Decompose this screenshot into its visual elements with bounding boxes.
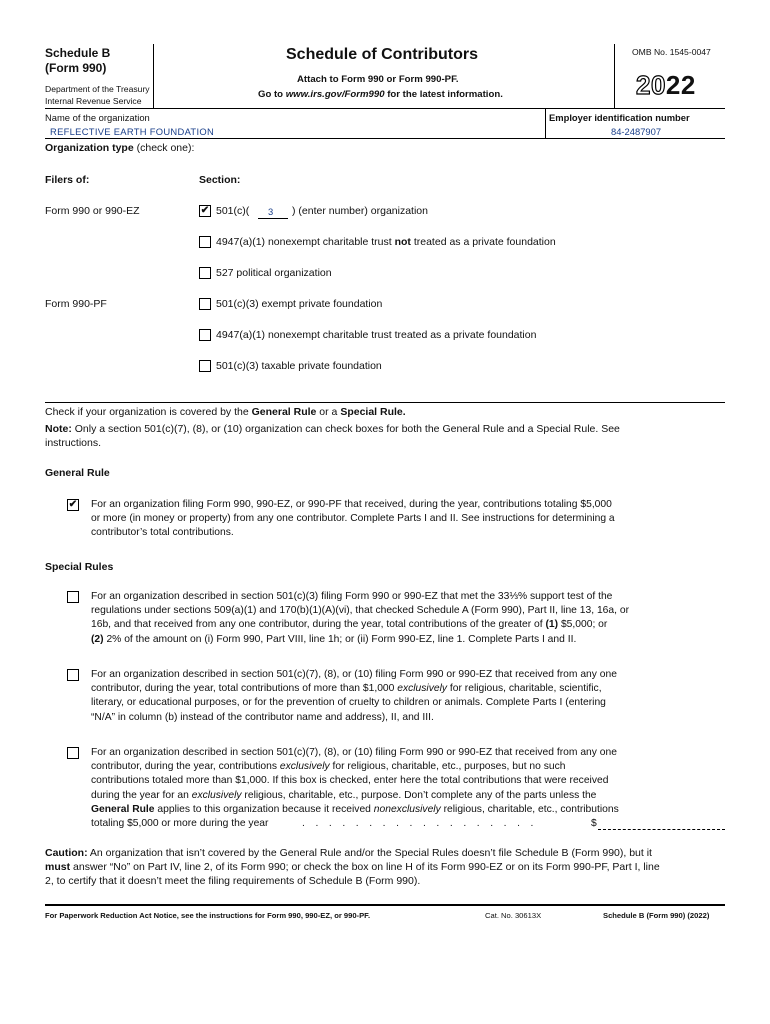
option-4947-pf: 4947(a)(1) nonexempt charitable trust treated as a private foundation: [216, 329, 537, 341]
paperwork-notice: For Paperwork Reduction Act Notice, see the instructions for Form 990, 990-EZ, or 990-PF.: [45, 911, 371, 920]
header-divider-left: [153, 44, 154, 108]
filers-of-label: Filers of:: [45, 174, 90, 186]
option-527: 527 political organization: [216, 267, 332, 279]
option-501c3-exempt-pf: 501(c)(3) exempt private foundation: [216, 298, 383, 310]
ein-divider: [545, 108, 546, 138]
rules-note: Note: Only a section 501(c)(7), (8), or (10) organization can check boxes for both the General Rule and a Special Rule. See instructions.: [45, 423, 620, 450]
ein-value[interactable]: 84-2487907: [611, 126, 662, 137]
special-rule-3-text: For an organization described in section 501(c)(7), (8), or (10) filing Form 990 or 990-EZ that received from any one contributor, during the year, contributions exclusively for religious, charitable, etc., purposes, but no such contributions totaled more than $1,000. If this box is checked, enter here the total contributions that were received during the year for an exclusively religious, charitable, etc., purpose. Don’t complete any of the parts unless the General Rule applies to this organization because it received nonexclusively religious, charitable, etc., contributions: [91, 747, 619, 815]
org-type-heading: Organization type (check one):: [45, 142, 195, 154]
org-name-value[interactable]: REFLECTIVE EARTH FOUNDATION: [50, 126, 215, 137]
page-title: Schedule of Contributors: [286, 46, 478, 63]
option-501c-label: 501(c)(: [216, 205, 250, 217]
checkbox-special-rule-1[interactable]: [67, 591, 79, 603]
header-divider-right: [614, 44, 615, 108]
total-contributions-input[interactable]: [598, 829, 725, 830]
dept-irs: Internal Revenue Service: [45, 96, 142, 106]
attach-note: Attach to Form 990 or Form 990-PF.: [297, 74, 459, 85]
option-501c3-taxable-pf: 501(c)(3) taxable private foundation: [216, 360, 382, 372]
caution-text: Caution: An organization that isn’t covered by the General Rule and/or the Special Rules doesn’t file Schedule B (Form 990), but it must answer “No” on Part IV, line 2, of its Form 990; or check the box on line H of its Form 990-EZ or on its Form 990-PF, Part I, line 2, to certify that it doesn’t meet the filing requirements of Schedule B (Form 990).: [45, 847, 660, 888]
option-501c-suffix: ) (enter number) organization: [292, 205, 428, 217]
general-rule-text: For an organization filing Form 990, 990-EZ, or 990-PF that received, during the year, contributions totaling $5,000 or more (in money or property) from any one contributor. Complete Parts I and II. See instructions for determining a contributor’s total contributions.: [91, 499, 615, 539]
checkbox-general-rule[interactable]: ✔: [68, 499, 78, 510]
form-990-label: Form 990 or 990-EZ: [45, 205, 140, 217]
option-4947-not-pf: 4947(a)(1) nonexempt charitable trust not treated as a private foundation: [216, 236, 556, 248]
catalog-number: Cat. No. 30613X: [485, 911, 542, 920]
checkbox-501c3-exempt-pf[interactable]: [199, 298, 211, 310]
org-name-label: Name of the organization: [45, 112, 150, 123]
special-rule-3-total-label: totaling $5,000 or more during the year: [91, 818, 269, 829]
dept-treasury: Department of the Treasury: [45, 84, 150, 94]
checkbox-527[interactable]: [199, 267, 211, 279]
checkbox-501c3-taxable-pf[interactable]: [199, 360, 211, 372]
goto-note: Go to www.irs.gov/Form990 for the latest information.: [258, 89, 503, 100]
checkbox-special-rule-2[interactable]: [67, 669, 79, 681]
checkbox-4947-pf[interactable]: [199, 329, 211, 341]
omb-number: OMB No. 1545-0047: [632, 47, 711, 57]
checkbox-501c[interactable]: ✔: [200, 205, 210, 216]
section-label: Section:: [199, 174, 241, 186]
tax-year: 2022: [636, 70, 696, 100]
rules-top-rule: [45, 402, 725, 403]
footer-rule: [45, 904, 725, 906]
leader-dots: . . . . . . . . . . . . . . . . . .: [302, 818, 534, 829]
irs-link[interactable]: www.irs.gov/Form990: [285, 89, 385, 100]
org-bottom-rule: [45, 138, 725, 139]
general-rule-heading: General Rule: [45, 467, 110, 479]
checkbox-special-rule-3[interactable]: [67, 747, 79, 759]
header-bottom-rule: [45, 108, 725, 109]
ein-label: Employer identification number: [549, 112, 690, 123]
footer-schedule-id: Schedule B (Form 990) (2022): [603, 911, 710, 920]
dollar-sign: $: [591, 818, 597, 829]
form-990pf-label: Form 990-PF: [45, 298, 107, 310]
option-501c-number[interactable]: 3: [268, 206, 274, 217]
special-rule-2-text: For an organization described in section 501(c)(7), (8), or (10) filing Form 990 or 990-EZ that received from any one contributor, during the year, total contributions of more than $1,000 exclusively for religious, charitable, scientific, literary, or educational purposes, or for the prevention of cruelty to children or animals. Complete Parts I (entering “N/A” in column (b) instead of the contributor name and address), II, and III.: [91, 669, 617, 723]
schedule-label: Schedule B: [45, 46, 111, 60]
checkbox-4947-not-pf[interactable]: [199, 236, 211, 248]
rules-intro: Check if your organization is covered by the General Rule or a Special Rule.: [45, 406, 406, 418]
special-rule-1-text: For an organization described in section 501(c)(3) filing Form 990 or 990-EZ that met the 33⅓% support test of the regulations under sections 509(a)(1) and 170(b)(1)(A)(vi), that checked Schedule A (Form 990), Part II, line 13, 16a, or 16b, and that received from any one contributor, during the year, total contributions of the greater of (1) $5,000; or (2) 2% of the amount on (i) Form 990, Part VIII, line 1h; or (ii) Form 990-EZ, line 1. Complete Parts I and II.: [91, 591, 629, 645]
form-label: (Form 990): [45, 61, 107, 75]
option-501c-underline: [258, 218, 288, 219]
special-rules-heading: Special Rules: [45, 561, 114, 573]
